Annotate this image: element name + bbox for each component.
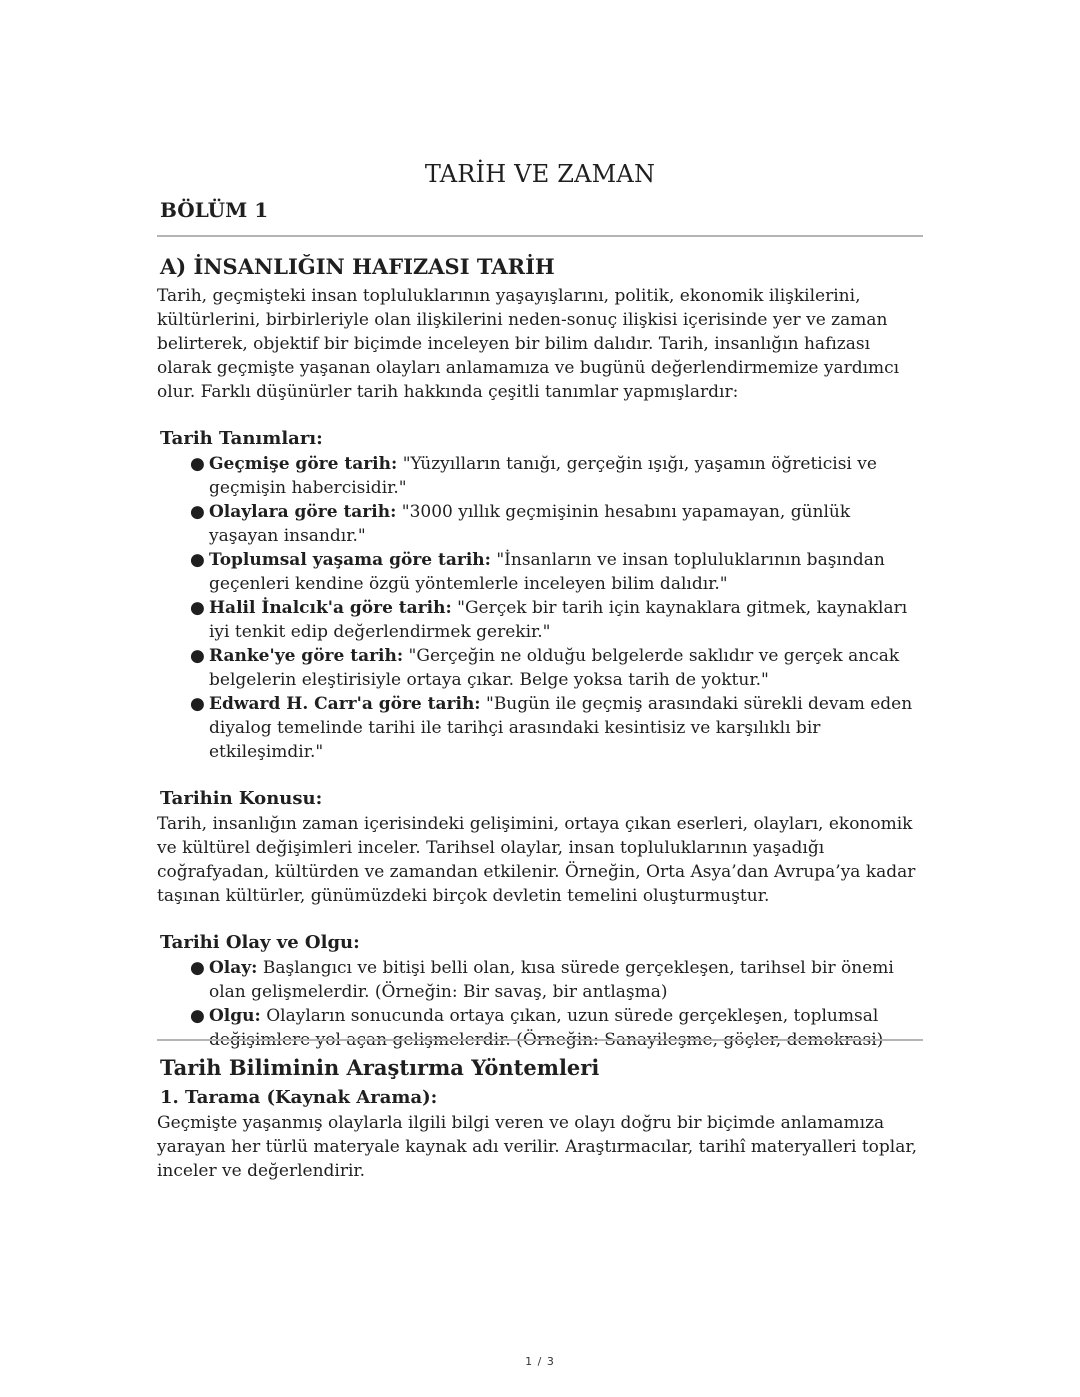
bullet-icon: ● (190, 454, 205, 474)
list-item (190, 452, 923, 500)
horizontal-divider (157, 235, 923, 237)
definition-term: Edward H. Carr'a göre tarih: (209, 694, 481, 714)
definition-text: "Yüzyılların tanığı, gerçeğin ışığı, yaşamın öğreticisi ve geçmişin habercisidir." (209, 454, 877, 498)
subject-heading: Tarihin Konusu: (160, 788, 323, 809)
event-fact-heading: Tarihi Olay ve Olgu: (160, 932, 360, 953)
step-heading: 1. Tarama (Kaynak Arama): (160, 1087, 438, 1108)
definition-text: "İnsanların ve insan topluluklarının başından geçenleri kendine özgü yöntemlerle inceleyen bilim dalıdır." (209, 550, 885, 594)
bullet-icon: ● (190, 694, 205, 714)
definitions-list (157, 452, 923, 764)
page-indicator: 1 / 3 (525, 1355, 555, 1368)
step-paragraph: Geçmişte yaşanmış olaylarla ilgili bilgi veren ve olayı doğru bir biçimde anlamamıza yarayan her türlü materyale kaynak adı verilir. Araştırmacılar, tarihî materyalleri toplar, inceler ve değerlendirir. (157, 1113, 918, 1181)
list-item (190, 548, 923, 596)
bullet-icon: ● (190, 1006, 205, 1026)
definition-term: Toplumsal yaşama göre tarih: (209, 550, 491, 570)
section-heading: A) İNSANLIĞIN HAFIZASI TARİH (160, 254, 555, 279)
event-fact-text: Olayların sonucunda ortaya çıkan, uzun sürede gerçekleşen, toplumsal değişimlere yol açan gelişmelerdir. (Örneğin: Sanayileşme, göçler, demokrasi) (209, 1006, 884, 1050)
section-insanligin-hafizasi (157, 252, 923, 1052)
event-fact-term: Olgu: (209, 1006, 261, 1026)
definition-term: Olaylara göre tarih: (209, 502, 397, 522)
chapter-label: BÖLÜM 1 (160, 198, 269, 222)
bullet-icon: ● (190, 598, 205, 618)
list-item (190, 644, 923, 692)
definition-term: Ranke'ye göre tarih: (209, 646, 404, 666)
definition-text: "Gerçeğin ne olduğu belgelerde saklıdır ve gerçek ancak belgelerin eleştirisiyle ortaya çıkar. Belge yoksa tarih de yoktur." (209, 646, 900, 690)
definition-term: Halil İnalcık'a göre tarih: (209, 598, 452, 618)
event-fact-text: Başlangıcı ve bitişi belli olan, kısa sürede gerçekleşen, tarihsel bir önemi olan gelişmelerdir. (Örneğin: Bir savaş, bir antlaşma) (209, 958, 894, 1002)
definition-term: Geçmişe göre tarih: (209, 454, 398, 474)
definition-text: "Bugün ile geçmiş arasındaki sürekli devam eden diyalog temelinde tarihi ile tarihçi arasındaki kesintisiz ve karşılıklı bir etkileşimdir." (209, 694, 913, 762)
list-item (190, 1004, 923, 1052)
subject-paragraph: Tarih, insanlığın zaman içerisindeki gelişimini, ortaya çıkan eserleri, olayları, ekonomik ve kültürel değişimleri inceler. Tarihsel olaylar, insan topluluklarının yaşadığı coğrafyadan, kültürden ve zamandan etkilenir. Örneğin, Orta Asya’dan Avrupa’ya kadar taşınan kültürler, günümüzdeki birçok devletin temelini oluşturmuştur. (157, 814, 916, 906)
list-item (190, 500, 923, 548)
section-heading: Tarih Biliminin Araştırma Yöntemleri (160, 1055, 600, 1080)
event-fact-list (157, 956, 923, 1052)
bullet-icon: ● (190, 958, 205, 978)
definition-text: "Gerçek bir tarih için kaynaklara gitmek, kaynakları iyi tenkit edip değerlendirmek gerekir." (209, 598, 908, 642)
section-research-methods (157, 1053, 923, 1183)
event-fact-term: Olay: (209, 958, 258, 978)
document-title: TARİH VE ZAMAN (424, 160, 656, 188)
bullet-icon: ● (190, 550, 205, 570)
definition-text: "3000 yıllık geçmişinin hesabını yapamayan, günlük yaşayan insandır." (209, 502, 851, 546)
definitions-heading: Tarih Tanımları: (160, 428, 323, 449)
intro-paragraph: Tarih, geçmişteki insan topluluklarının yaşayışlarını, politik, ekonomik ilişkilerini, kültürlerini, birbirleriyle olan ilişkilerini neden-sonuç ilişkisi içerisinde yer ve zaman belirterek, objektif bir biçimde inceleyen bir bilim dalıdır. Tarih, insanlığın hafızası olarak geçmişte yaşanan olayları anlamamıza ve bugünü değerlendirmemize yardımcı olur. Farklı düşünürler tarih hakkında çeşitli tanımlar yapmışlardır: (157, 286, 900, 402)
bullet-icon: ● (190, 502, 205, 522)
list-item (190, 692, 923, 764)
list-item (190, 956, 923, 1004)
bullet-icon: ● (190, 646, 205, 666)
horizontal-divider (157, 1039, 923, 1041)
list-item (190, 596, 923, 644)
